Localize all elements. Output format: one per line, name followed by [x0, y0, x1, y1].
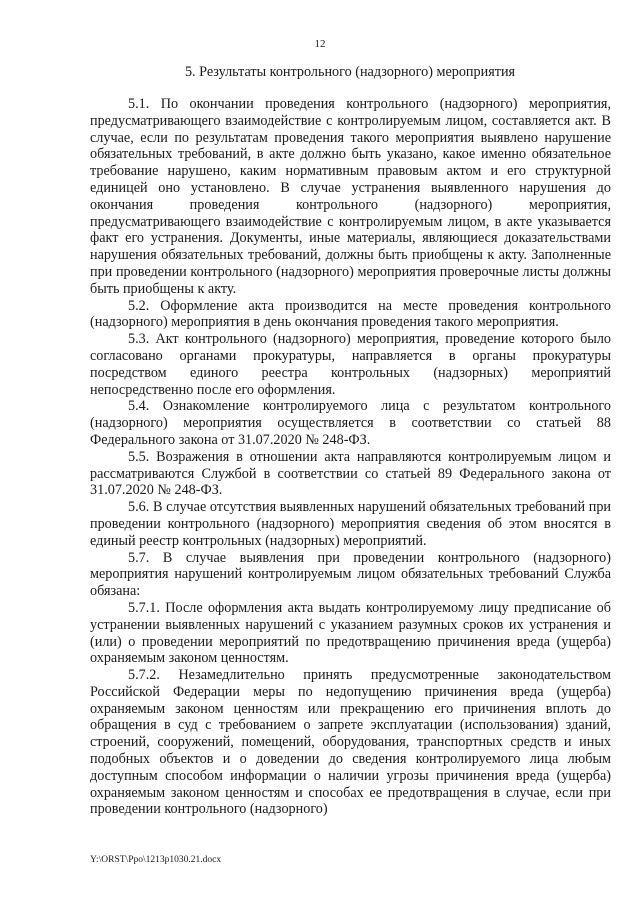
paragraph-5-1: 5.1. По окончании проведения контрольного (надзорного) мероприятия, предусматривающего взаимодействие с контролируемым лицом, составляется акт. В случае, если по результатам проведения такого мероприятия выявлено нарушение обязательных требований, в акте должно быть указано, какое именно обязательное требование нарушено, каким нормативным правовым актом и его структурной единицей оно установлено. В случае устранения выявленного нарушения до окончания проведения контрольного (надзорного) мероприятия, предусматривающего взаимодействие с контролируемым лицом, в акте указывается факт его устранения. Документы, иные материалы, являющиеся доказательствами нарушения обязательных требований, должны быть приобщены к акту. Заполненные при проведении контрольного (надзорного) мероприятия проверочные листы должны быть приобщены к акту. [90, 96, 611, 297]
paragraph-5-3: 5.3. Акт контрольного (надзорного) мероприятия, проведение которого было согласовано органами прокуратуры, направляется в органы прокуратуры посредством единого реестра контрольных (надзорных) мероприятий непосредственно после его оформления. [90, 331, 611, 398]
paragraph-5-5: 5.5. Возражения в отношении акта направляются контролируемым лицом и рассматриваются Службой в соответствии со статьей 89 Федерального закона от 31.07.2020 № 248-ФЗ. [90, 448, 611, 499]
page-number: 12 [314, 38, 326, 50]
paragraph-5-4: 5.4. Ознакомление контролируемого лица с результатом контрольного (надзорного) мероприятия осуществляется в соответствии со статьей 88 Федерального закона от 31.07.2020 № 248-ФЗ. [90, 398, 611, 448]
paragraph-5-7-1: 5.7.1. После оформления акта выдать контролируемому лицу предписание об устранении выявленных нарушений с указанием разумных сроков их устранения и (или) о проведении мероприятий по предотвращению причинения вреда (ущерба) охраняемым законом ценностям. [90, 599, 611, 667]
file-path-footer: Y:\ORST\Ppo\1213p1030.21.docx [90, 855, 222, 865]
paragraph-5-7: 5.7. В случае выявления при проведении контрольного (надзорного) мероприятия нарушений контролируемым лицом обязательных требований Служба обязана: [90, 549, 611, 600]
paragraph-5-2: 5.2. Оформление акта производится на месте проведения контрольного (надзорного) мероприятия в день окончания проведения такого мероприятия. [90, 297, 611, 331]
paragraph-5-6: 5.6. В случае отсутствия выявленных нарушений обязательных требований при проведении контрольного (надзорного) мероприятия сведения об этом вносятся в единый реестр контрольных (надзорных) мероприятий. [90, 499, 611, 549]
section-heading: 5. Результаты контрольного (надзорного) мероприятия [184, 64, 516, 80]
document-body [90, 96, 611, 818]
paragraph-5-7-2: 5.7.2. Незамедлительно принять предусмотренные законодательством Российской Федерации меры по недопущению причинения вреда (ущерба) охраняемым законом ценностям или прекращению его причинения вплоть до обращения в суд с требованием о запрете эксплуатации (использования) зданий, строений, сооружений, помещений, оборудования, транспортных средств и иных подобных объектов и о доведении до сведения контролируемого лица любым доступным способом информации о наличии угрозы причинения вреда (ущерба) охраняемым законом ценностям и способах ее предотвращения в случае, если при проведении контрольного (надзорного) [90, 667, 611, 818]
